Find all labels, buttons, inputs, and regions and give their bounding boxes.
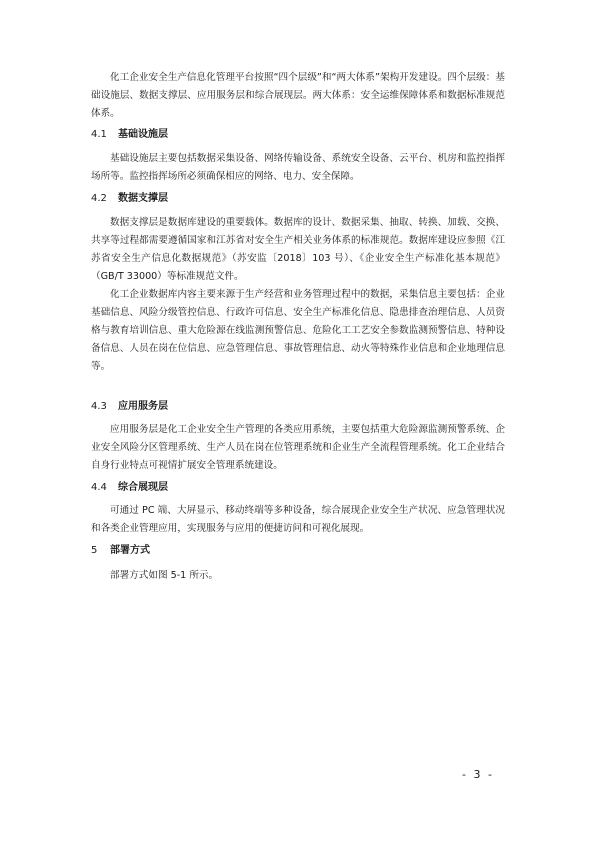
section-number: 4.3 — [91, 401, 107, 412]
display-layer-paragraph: 可通过 PC 端、大屏显示、移动终端等多种设备，综合展现企业安全生产状况、应急管理状况和各类企业管理应用，实现服务与应用的便捷访问和可视化展现。 — [91, 505, 505, 534]
section-heading-4-3 — [91, 400, 168, 414]
section-number: 5 — [91, 545, 98, 556]
section-title: 部署方式 — [110, 545, 150, 556]
section-heading-5 — [91, 544, 150, 558]
intro-paragraph: 化工企业安全生产信息化管理平台按照“四个层级”和“两大体系”架构开发建设。四个层级：基础设施层、数据支撑层、应用服务层和综合展现层。两大体系：安全运维保障体系和数据标准规范体系。 — [91, 72, 505, 119]
section-heading-4-1 — [91, 128, 168, 142]
section-number: 4.2 — [91, 193, 107, 204]
section-title: 应用服务层 — [118, 401, 168, 412]
section-title: 基础设施层 — [118, 129, 168, 140]
data-layer-paragraph-1: 数据支撑层是数据库建设的重要载体。数据库的设计、数据采集、抽取、转换、加载、交换、共享等过程都需要遵循国家和江苏省对安全生产相关业务体系的标准规范。数据库建设应参照《江苏省安全生产信息化数据规范》（苏安监〔2018〕103 号）、《企业安全生产标准化基本规范》（GB/T 33000）等标准规范文件。 — [91, 217, 505, 282]
section-title: 数据支撑层 — [118, 193, 168, 204]
section-title: 综合展现层 — [118, 482, 168, 493]
deployment-paragraph: 部署方式如图 5-1 所示。 — [110, 570, 219, 581]
section-number: 4.1 — [91, 129, 107, 140]
section-heading-4-4 — [91, 481, 168, 495]
infrastructure-paragraph: 基础设施层主要包括数据采集设备、网络传输设备、系统安全设备、云平台、机房和监控指挥场所等。监控指挥场所必须确保相应的网络、电力、安全保障。 — [91, 153, 505, 182]
section-heading-4-2 — [91, 192, 168, 206]
data-layer-paragraph-2: 化工企业数据库内容主要来源于生产经营和业务管理过程中的数据，采集信息主要包括：企业基础信息、风险分级管控信息、行政许可信息、安全生产标准化信息、隐患排查治理信息、人员资格与教育培训信息、重大危险源在线监测预警信息、危险化工工艺安全参数监测预警信息、特种设备信息、人员在岗在位信息、应急管理信息、事故管理信息、动火等特殊作业信息和企业地理信息等。 — [91, 289, 505, 372]
application-layer-paragraph: 应用服务层是化工企业安全生产管理的各类应用系统，主要包括重大危险源监测预警系统、企业安全风险分区管理系统、生产人员在岗在位管理系统和企业生产全流程管理系统。化工企业结合自身行业特点可视情扩展安全管理系统建设。 — [91, 424, 505, 471]
section-number: 4.4 — [91, 482, 107, 493]
page-number: - 3 - — [462, 768, 494, 781]
